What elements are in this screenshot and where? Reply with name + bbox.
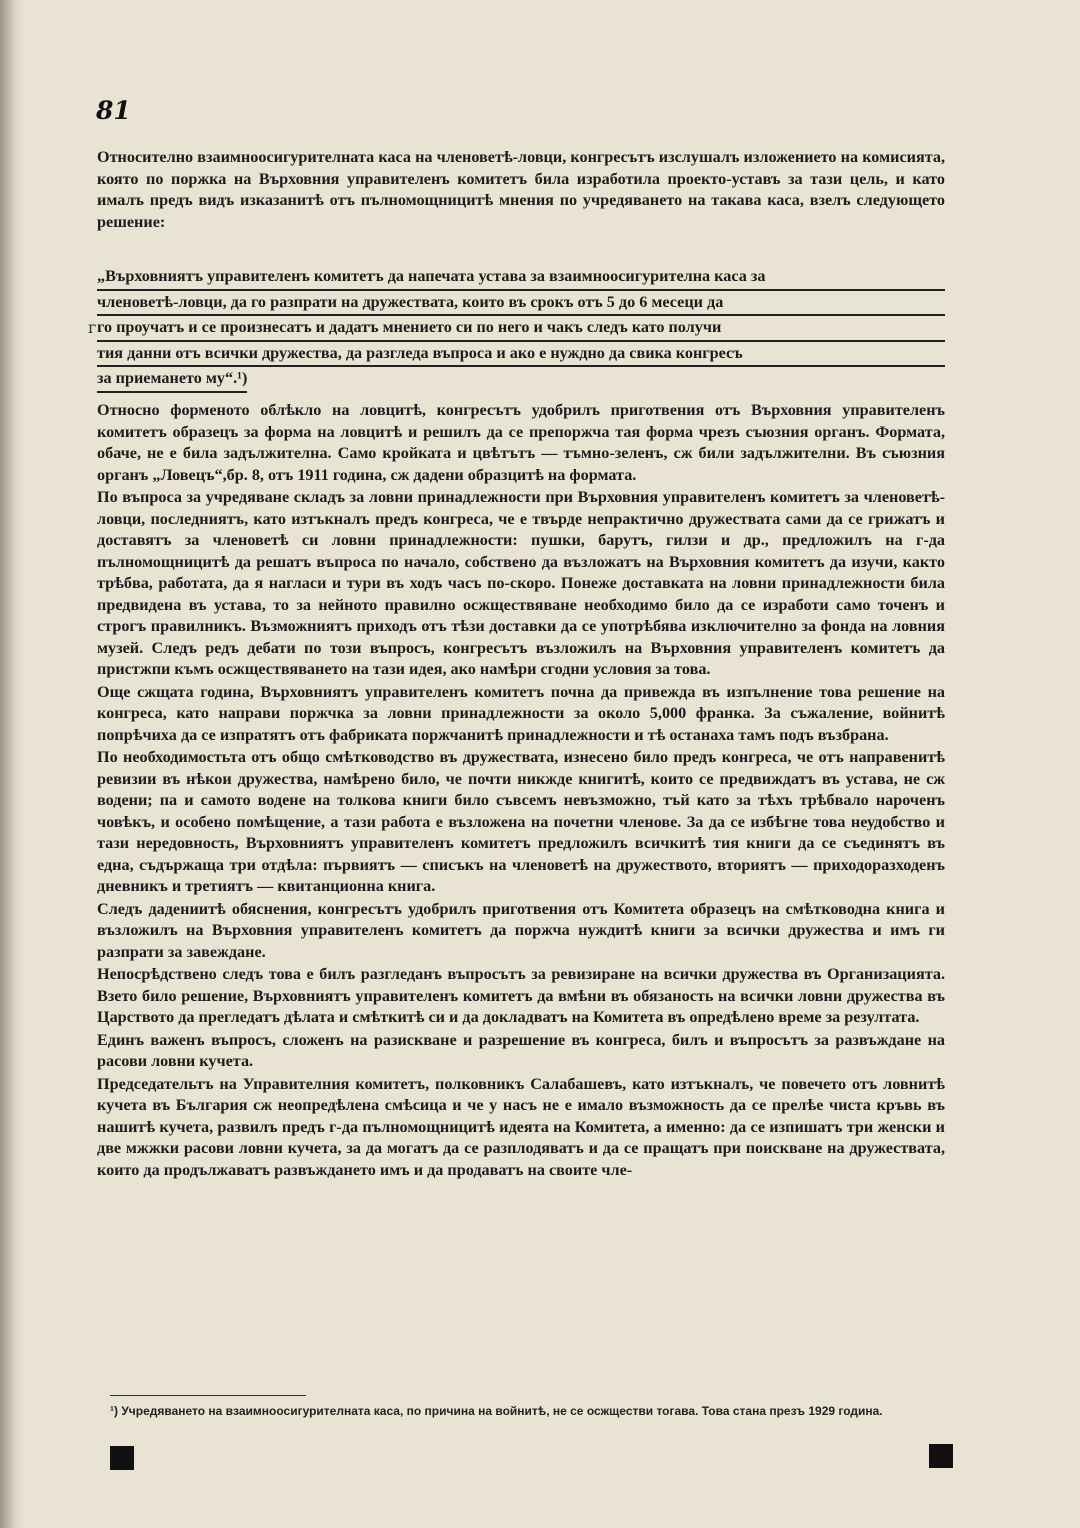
paragraph-ledger-approval: Следъ дадениитѣ обяснения, конгресътъ удобрилъ приготвения отъ Комитета образецъ на смѣтководна книга и възложилъ на Върховния управителенъ комитетъ да поржча нуждитѣ книги за всички дружества и имъ ги разпрати за завеждане.: [97, 899, 945, 961]
quote-line: тия данни отъ всички дружества, да разгледа въпроса и ако е нуждно да свика конгресъ: [97, 343, 945, 368]
quote-line: членоветѣ-ловци, да го разпрати на дружествата, които въ срокъ отъ 5 до 6 месеци да: [97, 292, 945, 317]
paragraph-order: Още сжщата година, Върховниятъ управителенъ комитетъ почна да привежда въ изпълнение това решение на конгреса, като направи поржчка за ловни принадлежности за около 5,000 франка. За съжаление, войнитѣ попрѣчиха да се изпратятъ отъ фабриката поржчанитѣ принадлежности и тѣ останаха тамъ подъ възбрана.: [97, 682, 945, 744]
paragraph-breeding-question: Единъ важенъ въпросъ, сложенъ на разискване и разрешение въ конгреса, билъ и въпросътъ за развъждане на расови ловни кучета.: [97, 1030, 945, 1070]
page-number: 81: [96, 96, 131, 125]
paragraph-uniform: Относно форменото облѣкло на ловцитѣ, конгресътъ удобрилъ приготвения отъ Върховния управителенъ комитетъ образецъ за форма на ловцитѣ и решилъ да се препоржча тая форма чрезъ съюзния органъ. Формата, обаче, не е била задължителна. Само кройката и цвѣтътъ — тъмно-зеленъ, сж били задължителни. Въ съюзния органъ „Ловецъ“,бр. 8, отъ 1911 година, сж дадени образцитѣ на формата.: [97, 401, 945, 484]
footnote-divider: [110, 1395, 306, 1396]
intro-paragraph: [97, 147, 945, 233]
page-binding-edge: [0, 0, 24, 1528]
footnote: ¹) Учредяването на взаимноосигурителната каса, по причина на войнитѣ, не се осжществи тогава. Това стана презъ 1929 година.: [110, 1404, 883, 1418]
paragraph-breeding-proposal: Председательтъ на Управителния комитетъ, полковникъ Салабашевъ, като изтъкналъ, че повечето отъ ловнитѣ кучета въ България сж неопредѣлена смѣсица и че у насъ не е имало възможность да се прелѣе чиста кръвь въ нашитѣ кучета, развилъ предъ г-да пълномощницитѣ идеята на Комитета, а именно: да се изпишатъ три женски и две мжжки расови ловни кучета, за да могатъ да се разплодяватъ и да се пращатъ при поискване на дружествата, които да продължаватъ развъждането имъ и да продаватъ на своите чле-: [97, 1074, 945, 1179]
main-text: [97, 400, 945, 1182]
quote-line: го проучатъ и се произнесатъ и дадатъ мнението си по него и чакъ следъ като получи: [97, 317, 945, 342]
paragraph-accounting: По необходимостьта отъ общо смѣтководство въ дружествата, изнесено било предъ конгреса, че отъ направенитѣ ревизии въ нѣкои дружества, намѣрено било, че почти никжде книгитѣ, които се предвиждатъ въ устава, не сж водени; па и самото водене на толкова книги било съвсемъ невъзможно, тъй като за тѣхъ трѣбвало нароченъ човѣкъ, и особено помѣщение, а тази работа е възложена на почетни членове. За да се избѣгне това неудобство и тази нередовность, Върховниятъ управителенъ комитетъ предложилъ всичкитѣ тия книги да се съединятъ въ една, съдържаща три отдѣла: първиятъ — списъкъ на членоветѣ на дружеството, вториятъ — приходоразходенъ дневникъ и третиятъ — квитанционна книга.: [97, 748, 945, 895]
resolution-quote: [97, 266, 945, 394]
paragraph-supplies-store: По въпроса за учредяване складъ за ловни принадлежности при Върховния управителенъ комитетъ за членоветѣ-ловци, последниятъ, като изтъкналъ предъ конгреса, че е твърде непрактично дружествата сами да се грижатъ и доставятъ за членоветѣ си ловни принадлежности: пушки, барутъ, гилзи и др., предложилъ на г-да пълномощницитѣ да решатъ въпроса по начало, собствено да възложатъ на Върховния комитетъ да изучи, както трѣбва, работата, да я нагласи и тури въ ходъ часъ по-скоро. Понеже доставката на ловни принадлежности била предвидена въ устава, то за нейното правилно осжществяване необходимо било да се изработи само точенъ и строгъ правилникъ. Възможниятъ приходъ отъ тѣзи доставки да се употрѣбява изключително за фонда на ловния музей. Следъ редъ дебати по този въпросъ, конгресътъ възложилъ на Върховния управителенъ комитетъ да пристжпи къмъ осжществяването на тази идея, ако намѣри сгодни условия за това.: [97, 488, 945, 678]
quote-line: за приемането му“.¹): [97, 368, 247, 393]
quote-line: „Върховниятъ управителенъ комитетъ да напечата устава за взаимноосигурителна каса за: [97, 266, 945, 291]
paragraph-text: Относително взаимноосигурителната каса на членоветѣ-ловци, конгресътъ изслушалъ изложението на комисията, която по поржка на Върховния управителенъ комитетъ била изработила проекто-уставъ за тази цель, и като ималъ предъ видъ изказанитѣ отъ пълномощницитѣ мнения по учредяването на такава каса, взелъ следующето решение:: [97, 148, 945, 231]
registration-mark-left: [110, 1446, 134, 1470]
margin-mark: г: [88, 318, 97, 337]
paragraph-audit: Непосрѣдствено следъ това е билъ разгледанъ въпросътъ за ревизиране на всички дружества въ Организацията. Взето било решение, Върховниятъ управителенъ комитетъ да вмѣни въ обязаность на всички ловни дружества въ Царството да прегледатъ дѣлата и смѣткитѣ си и да докладватъ на Комитета въ опредѣлено време за резултата.: [97, 965, 945, 1026]
registration-mark-right: [929, 1444, 953, 1468]
